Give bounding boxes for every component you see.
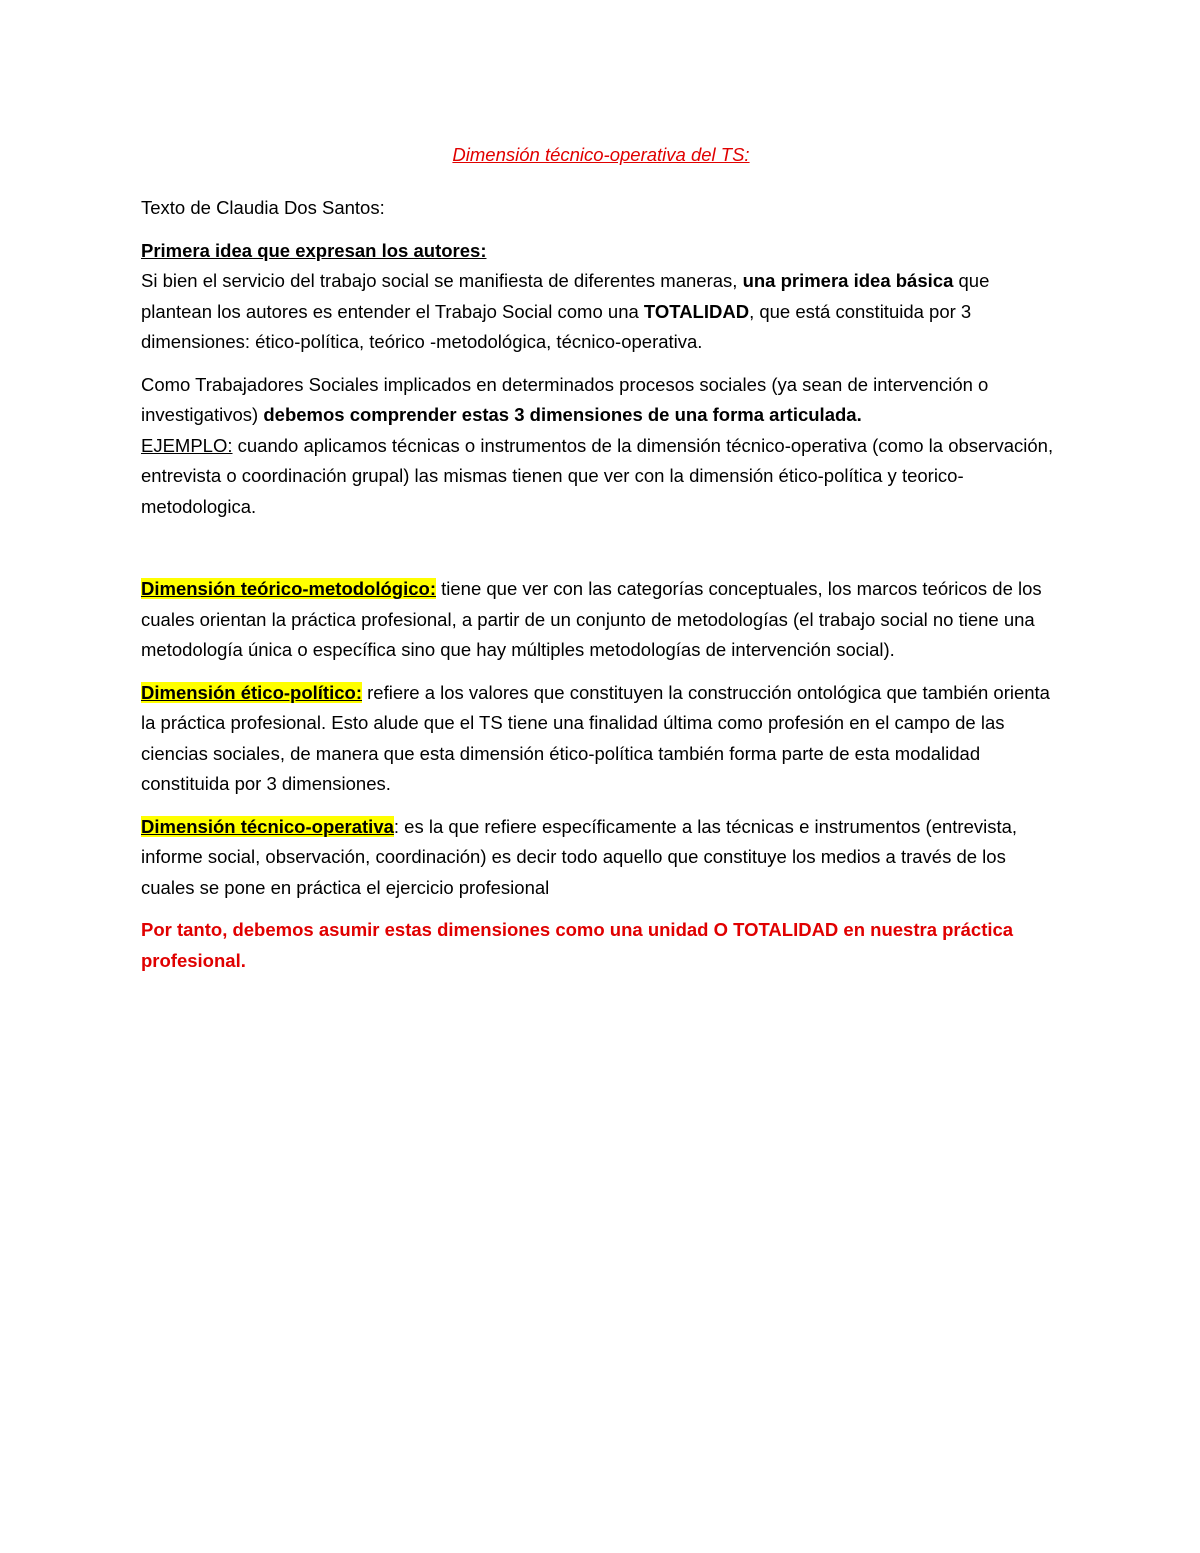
bold-run: una primera idea básica: [742, 270, 954, 291]
text-run: cuando aplicamos técnicas o instrumentos de la dimensión técnico-operativa (como la observación, entrevista o coordinación grupal) las mismas tienen que ver con la dimensión ético-política y teorico-metodologica.: [141, 434, 1054, 517]
text-run: Si bien el servicio del trabajo social se manifiesta de diferentes maneras,: [141, 270, 743, 291]
text-run: Como Trabajadores Sociales implicados en determinados procesos sociales (ya sean de intervención o investigativos): [141, 373, 989, 425]
text-run: que plantean los autores es entender el Trabajo Social como una: [141, 270, 990, 322]
bold-run: TOTALIDAD: [643, 300, 750, 322]
text-run: refiere a los valores que constituyen la construcción ontológica que también orienta la práctica profesional. Esto alude que el TS tiene una finalidad última como profesión en el campo de las ciencias sociales, de manera que esta dimensión ético-política también forma parte de esta modalidad constituida por 3 dimensiones.: [141, 681, 1050, 794]
conclusion-paragraph: Por tanto, debemos asumir estas dimensiones como una unidad O TOTALIDAD en nuestra práctica profesional.: [141, 919, 1014, 971]
highlighted-label: Dimensión teórico-metodológico:: [141, 578, 436, 599]
section-heading-text: Primera idea que expresan los autores:: [141, 239, 487, 261]
paragraph-ejemplo: [141, 431, 1061, 523]
document-page: [141, 140, 1061, 976]
bold-run: debemos comprender estas 3 dimensiones de una forma articulada.: [263, 404, 862, 425]
example-label: EJEMPLO:: [141, 434, 233, 456]
text-run: tiene que ver con las categorías conceptuales, los marcos teóricos de los cuales orientan la práctica profesional, a partir de un conjunto de metodologías (el trabajo social no tiene una metodología única o específica sino que hay múltiples metodologías de intervención social).: [141, 578, 1042, 660]
highlighted-label: Dimensión ético-político:: [141, 681, 362, 703]
source-line: Texto de Claudia Dos Santos:: [141, 197, 385, 218]
paragraph-totalidad: [141, 266, 1061, 358]
text-run: : es la que refiere específicamente a las técnicas e instrumentos (entrevista, informe social, observación, coordinación) es decir todo aquello que constituye los medios a través de los cuales se pone en práctica el ejercicio profesional: [141, 815, 1018, 898]
highlighted-label: Dimensión técnico-operativa: [141, 815, 394, 837]
paragraph-dimension-tecnico: [141, 812, 1061, 904]
section-heading: [141, 236, 1061, 267]
text-run: , que está constituida por 3 dimensiones: ético-política, teórico -metodológica, técnico-operativa.: [141, 300, 972, 352]
paragraph-dimension-teorico: [141, 574, 1061, 666]
document-title: Dimensión técnico-operativa del TS:: [452, 144, 750, 165]
paragraph-trabajadores: [141, 370, 1061, 431]
paragraph-dimension-etico: [141, 678, 1061, 800]
